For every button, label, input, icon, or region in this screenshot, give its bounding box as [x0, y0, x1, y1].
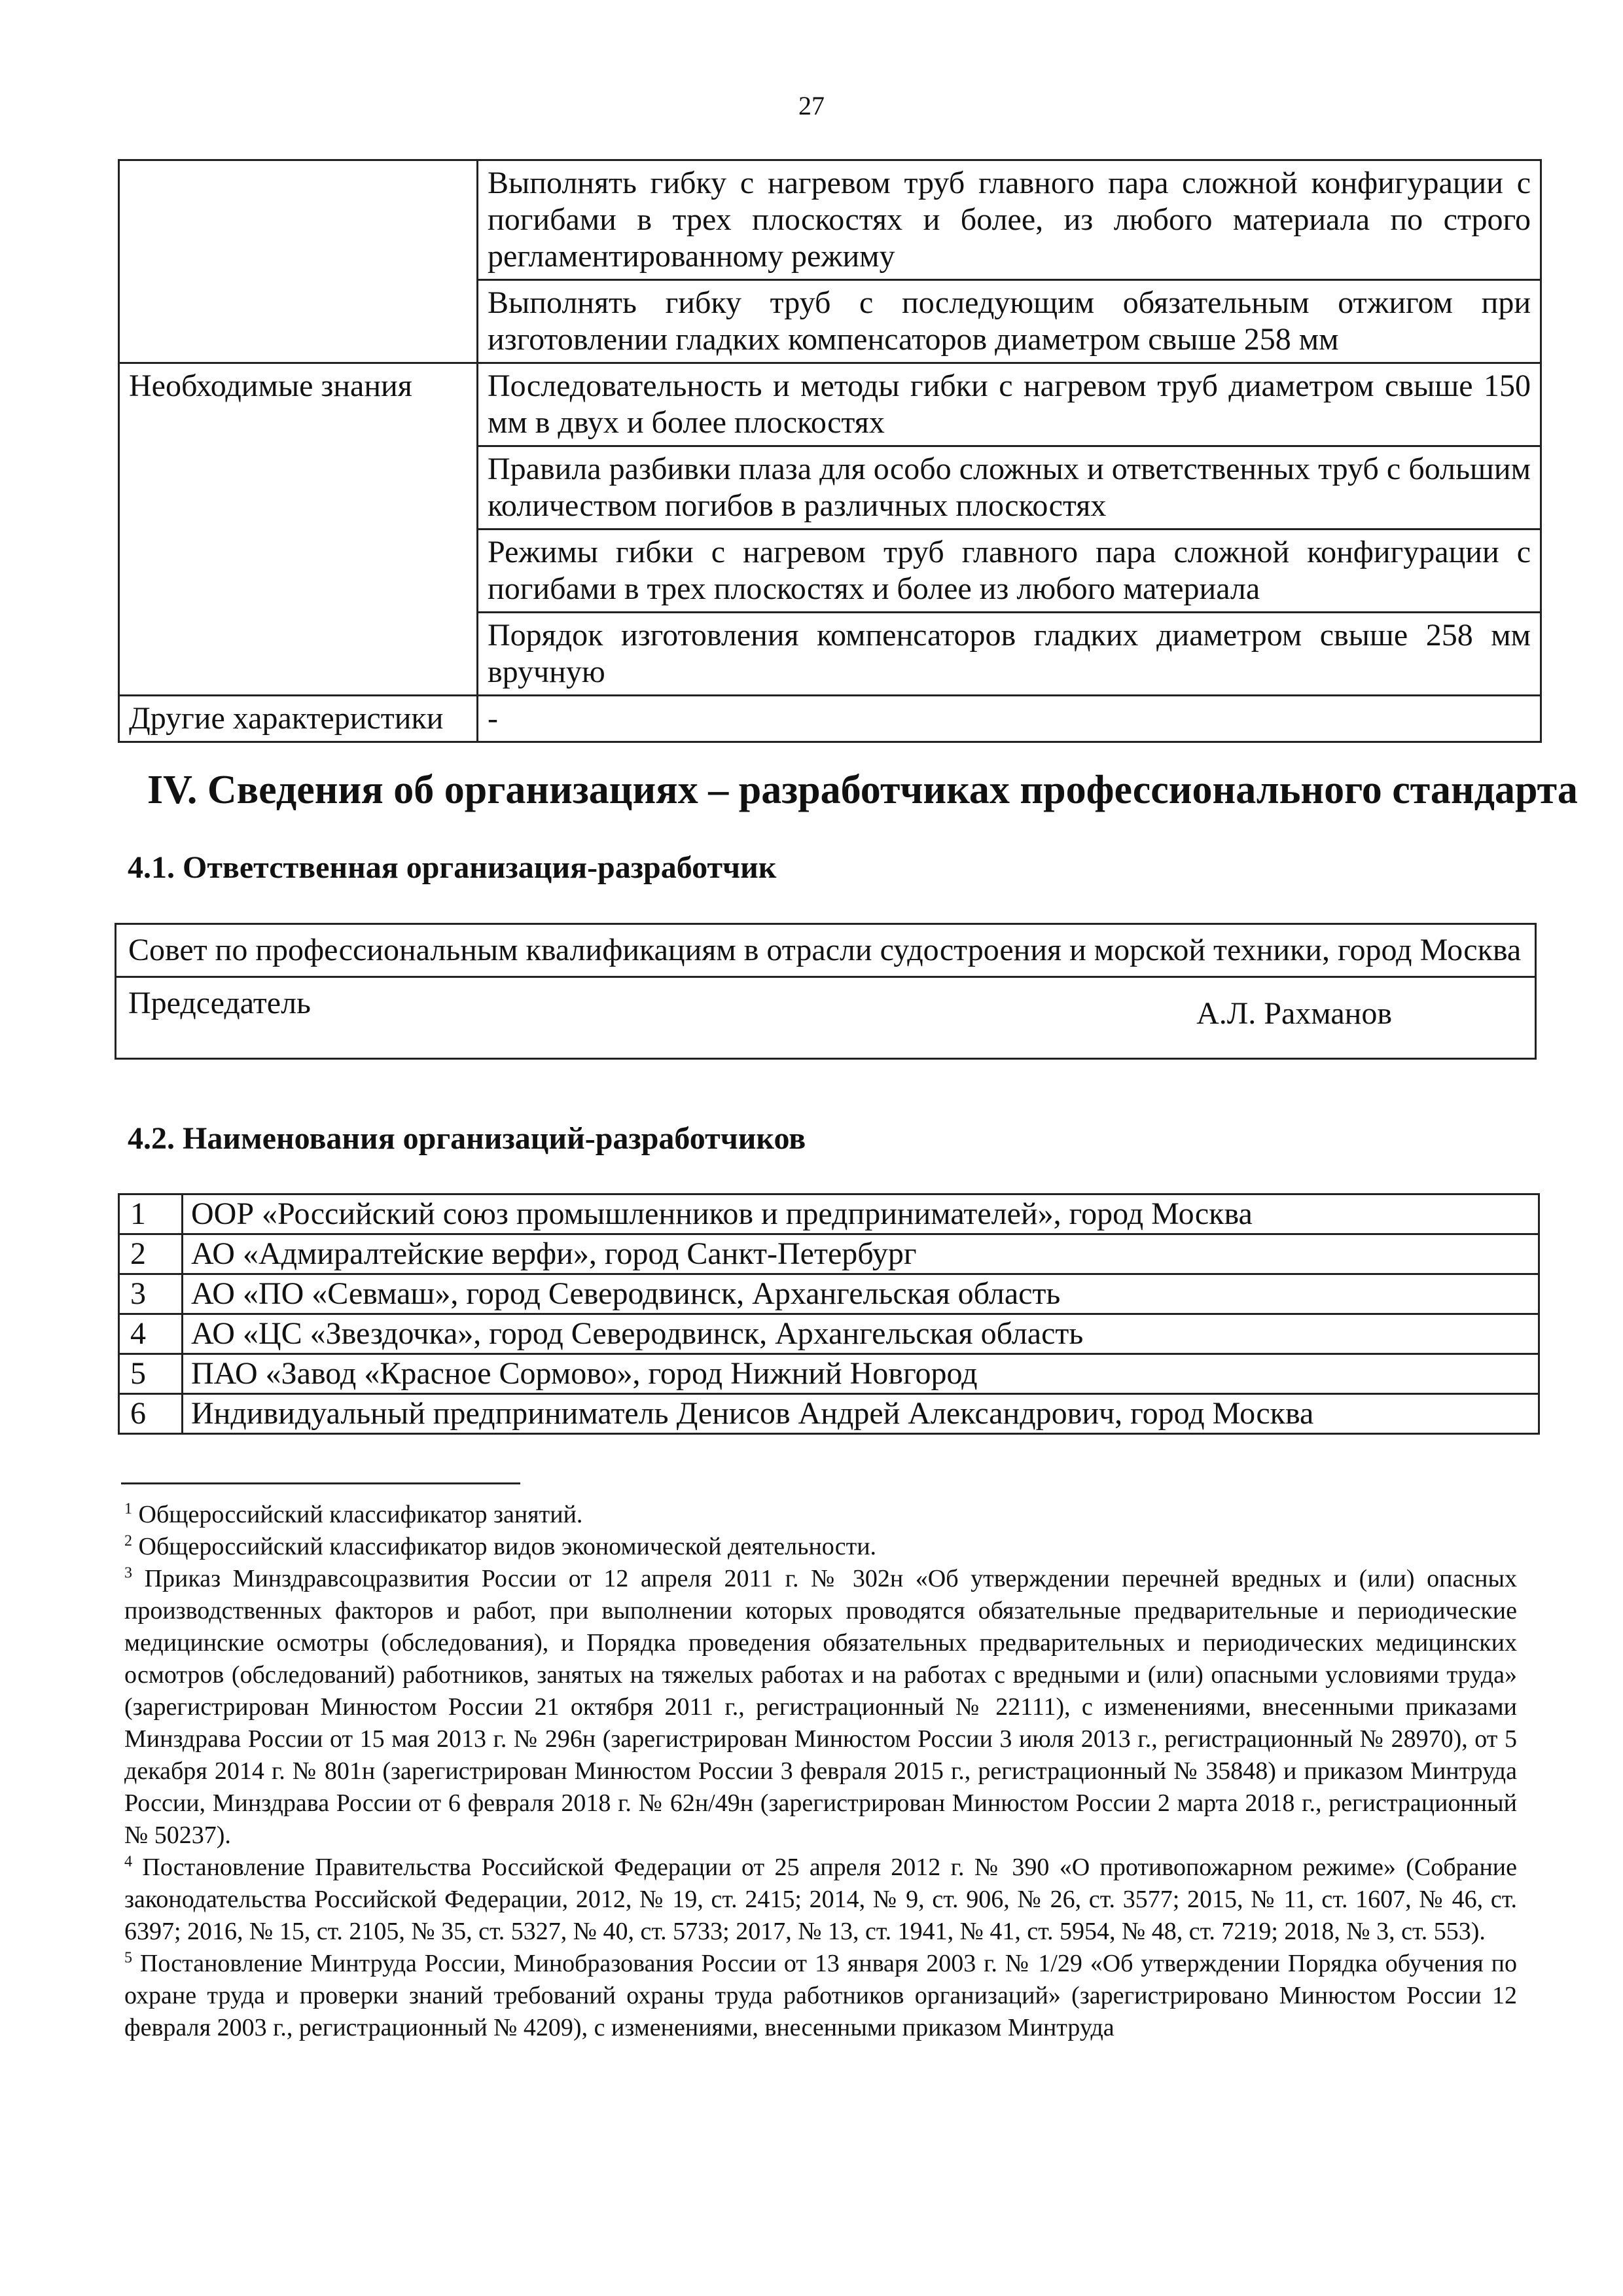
row-text: - [478, 696, 1541, 742]
footnotes [124, 1499, 1517, 2044]
row-label: Другие характеристики [119, 696, 478, 742]
section-heading: IV. Сведения об организациях – разработчиках профессионального стандарта [147, 768, 1578, 812]
org-name: ООР «Российский союз промышленников и предпринимателей», город Москва [183, 1194, 1539, 1234]
row-label [119, 160, 478, 280]
responsible-org-heading: 4.1. Ответственная организация-разработчик [128, 850, 777, 885]
row-number: 6 [119, 1394, 183, 1434]
row-text: Правила разбивки плаза для особо сложных и ответственных труб с большим количеством погибов в различных плоскостях [478, 446, 1541, 529]
table-row [119, 1394, 1539, 1434]
table-row [119, 1314, 1539, 1354]
table-row [119, 696, 1541, 742]
row-text: Выполнять гибку с нагревом труб главного пара сложной конфигурации с погибами в трех плоскостях и более, из любого материала по строго регламентированному режиму [478, 160, 1541, 280]
footnote [124, 1563, 1517, 1852]
page-number: 27 [798, 91, 825, 120]
row-text: Режимы гибки с нагревом труб главного пара сложной конфигурации с погибами в трех плоскостях и более из любого материала [478, 529, 1541, 613]
org-name: АО «ЦС «Звездочка», город Северодвинск, Архангельская область [183, 1314, 1539, 1354]
developers-table [118, 1193, 1540, 1435]
footnote-mark: 4 [124, 1853, 132, 1871]
row-label [119, 446, 478, 529]
row-label [119, 613, 478, 696]
table-row [116, 924, 1536, 977]
org-name: Совет по профессиональным квалификациям в отрасли судостроения и морской техники, город Москва [116, 924, 1536, 977]
footnote-text: Постановление Правительства Российской Федерации от 25 апреля 2012 г. № 390 «О противопожарном режиме» (Собрание законодательства Российской Федерации, 2012, № 19, ст. 2415; 2014, № 9, ст. 906, № 26, ст. 3577; 2015, № 11, ст. 1607, № 46, ст. 6397; 2016, № 15, ст. 2105, № 35, ст. 5327, № 40, ст. 5733; 2017, № 13, ст. 1941, № 41, ст. 5954, № 48, ст. 7219; 2018, № 3, ст. 553). [124, 1854, 1517, 1945]
org-name: АО «ПО «Севмаш», город Северодвинск, Архангельская область [183, 1274, 1539, 1314]
table-row [119, 529, 1541, 613]
table-row [119, 363, 1541, 446]
footnote [124, 1852, 1517, 1948]
footnote [124, 1948, 1517, 2044]
developers-heading: 4.2. Наименования организаций-разработчиков [128, 1121, 806, 1156]
row-number: 3 [119, 1274, 183, 1314]
org-name: АО «Адмиралтейские верфи», город Санкт-Петербург [183, 1234, 1539, 1274]
footnote-text: Приказ Минздравсоцразвития России от 12 апреля 2011 г. № 302н «Об утверждении перечней вредных и (или) опасных производственных факторов и работ, при выполнении которых проводятся обязательные предварительные и периодические медицинские осмотры (обследования), и Порядка проведения обязательных предварительных и периодических медицинских осмотров (обследований) работников, занятых на тяжелых работах и на работах с вредными и (или) опасными условиями труда» (зарегистрирован Минюстом России 21 октября 2011 г., регистрационный № 22111), с изменениями, внесенными приказами Минздрава России от 15 мая 2013 г. № 296н (зарегистрирован Минюстом России 3 июля 2013 г., регистрационный № 28970), от 5 декабря 2014 г. № 801н (зарегистрирован Минюстом России 3 февраля 2015 г., регистрационный № 35848) и приказом Минтруда России, Минздрава России от 6 февраля 2018 г. № 62н/49н (зарегистрирован Минюстом России 2 марта 2018 г., регистрационный № 50237). [124, 1565, 1518, 1849]
table-row [119, 160, 1541, 280]
table-row [119, 280, 1541, 363]
footnote-mark: 2 [124, 1532, 132, 1550]
footnote-text: Общероссийский классификатор видов экономической деятельности. [138, 1533, 877, 1560]
table-row [119, 1354, 1539, 1394]
labor-functions-table [118, 159, 1542, 743]
table-row [119, 613, 1541, 696]
row-number: 5 [119, 1354, 183, 1394]
row-number: 4 [119, 1314, 183, 1354]
position: Председатель [128, 986, 311, 1020]
row-text: Последовательность и методы гибки с нагревом труб диаметром свыше 150 мм в двух и более плоскостях [478, 363, 1541, 446]
row-text: Порядок изготовления компенсаторов гладких диаметром свыше 258 мм вручную [478, 613, 1541, 696]
footnote-separator [121, 1482, 520, 1484]
table-row [116, 977, 1536, 1059]
footnote-mark: 3 [124, 1564, 132, 1582]
footnote-mark: 5 [124, 1949, 132, 1967]
row-number: 1 [119, 1194, 183, 1234]
footnote [124, 1499, 1517, 1531]
footnote-mark: 1 [124, 1500, 132, 1518]
row-text: Выполнять гибку труб с последующим обязательным отжигом при изготовлении гладких компенсаторов диаметром свыше 258 мм [478, 280, 1541, 363]
responsible-org-table [115, 923, 1537, 1060]
row-label [119, 529, 478, 613]
footnote-text: Общероссийский классификатор занятий. [138, 1501, 583, 1528]
person-name: А.Л. Рахманов [1196, 996, 1392, 1031]
footnote-text: Постановление Минтруда России, Минобразования России от 13 января 2003 г. № 1/29 «Об утверждении Порядка обучения по охране труда и проверки знаний требований охраны труда работников организаций» (зарегистрировано Минюстом России 12 февраля 2003 г., регистрационный № 4209), с изменениями, внесенными приказом Минтруда [124, 1950, 1517, 2041]
footnote [124, 1531, 1517, 1563]
row-label: Необходимые знания [119, 363, 478, 446]
table-row [119, 1194, 1539, 1234]
table-row [119, 1274, 1539, 1314]
table-row [119, 446, 1541, 529]
row-label [119, 280, 478, 363]
org-name: Индивидуальный предприниматель Денисов Андрей Александрович, город Москва [183, 1394, 1539, 1434]
signature-cell [116, 977, 1536, 1059]
org-name: ПАО «Завод «Красное Сормово», город Нижний Новгород [183, 1354, 1539, 1394]
table-row [119, 1234, 1539, 1274]
row-number: 2 [119, 1234, 183, 1274]
